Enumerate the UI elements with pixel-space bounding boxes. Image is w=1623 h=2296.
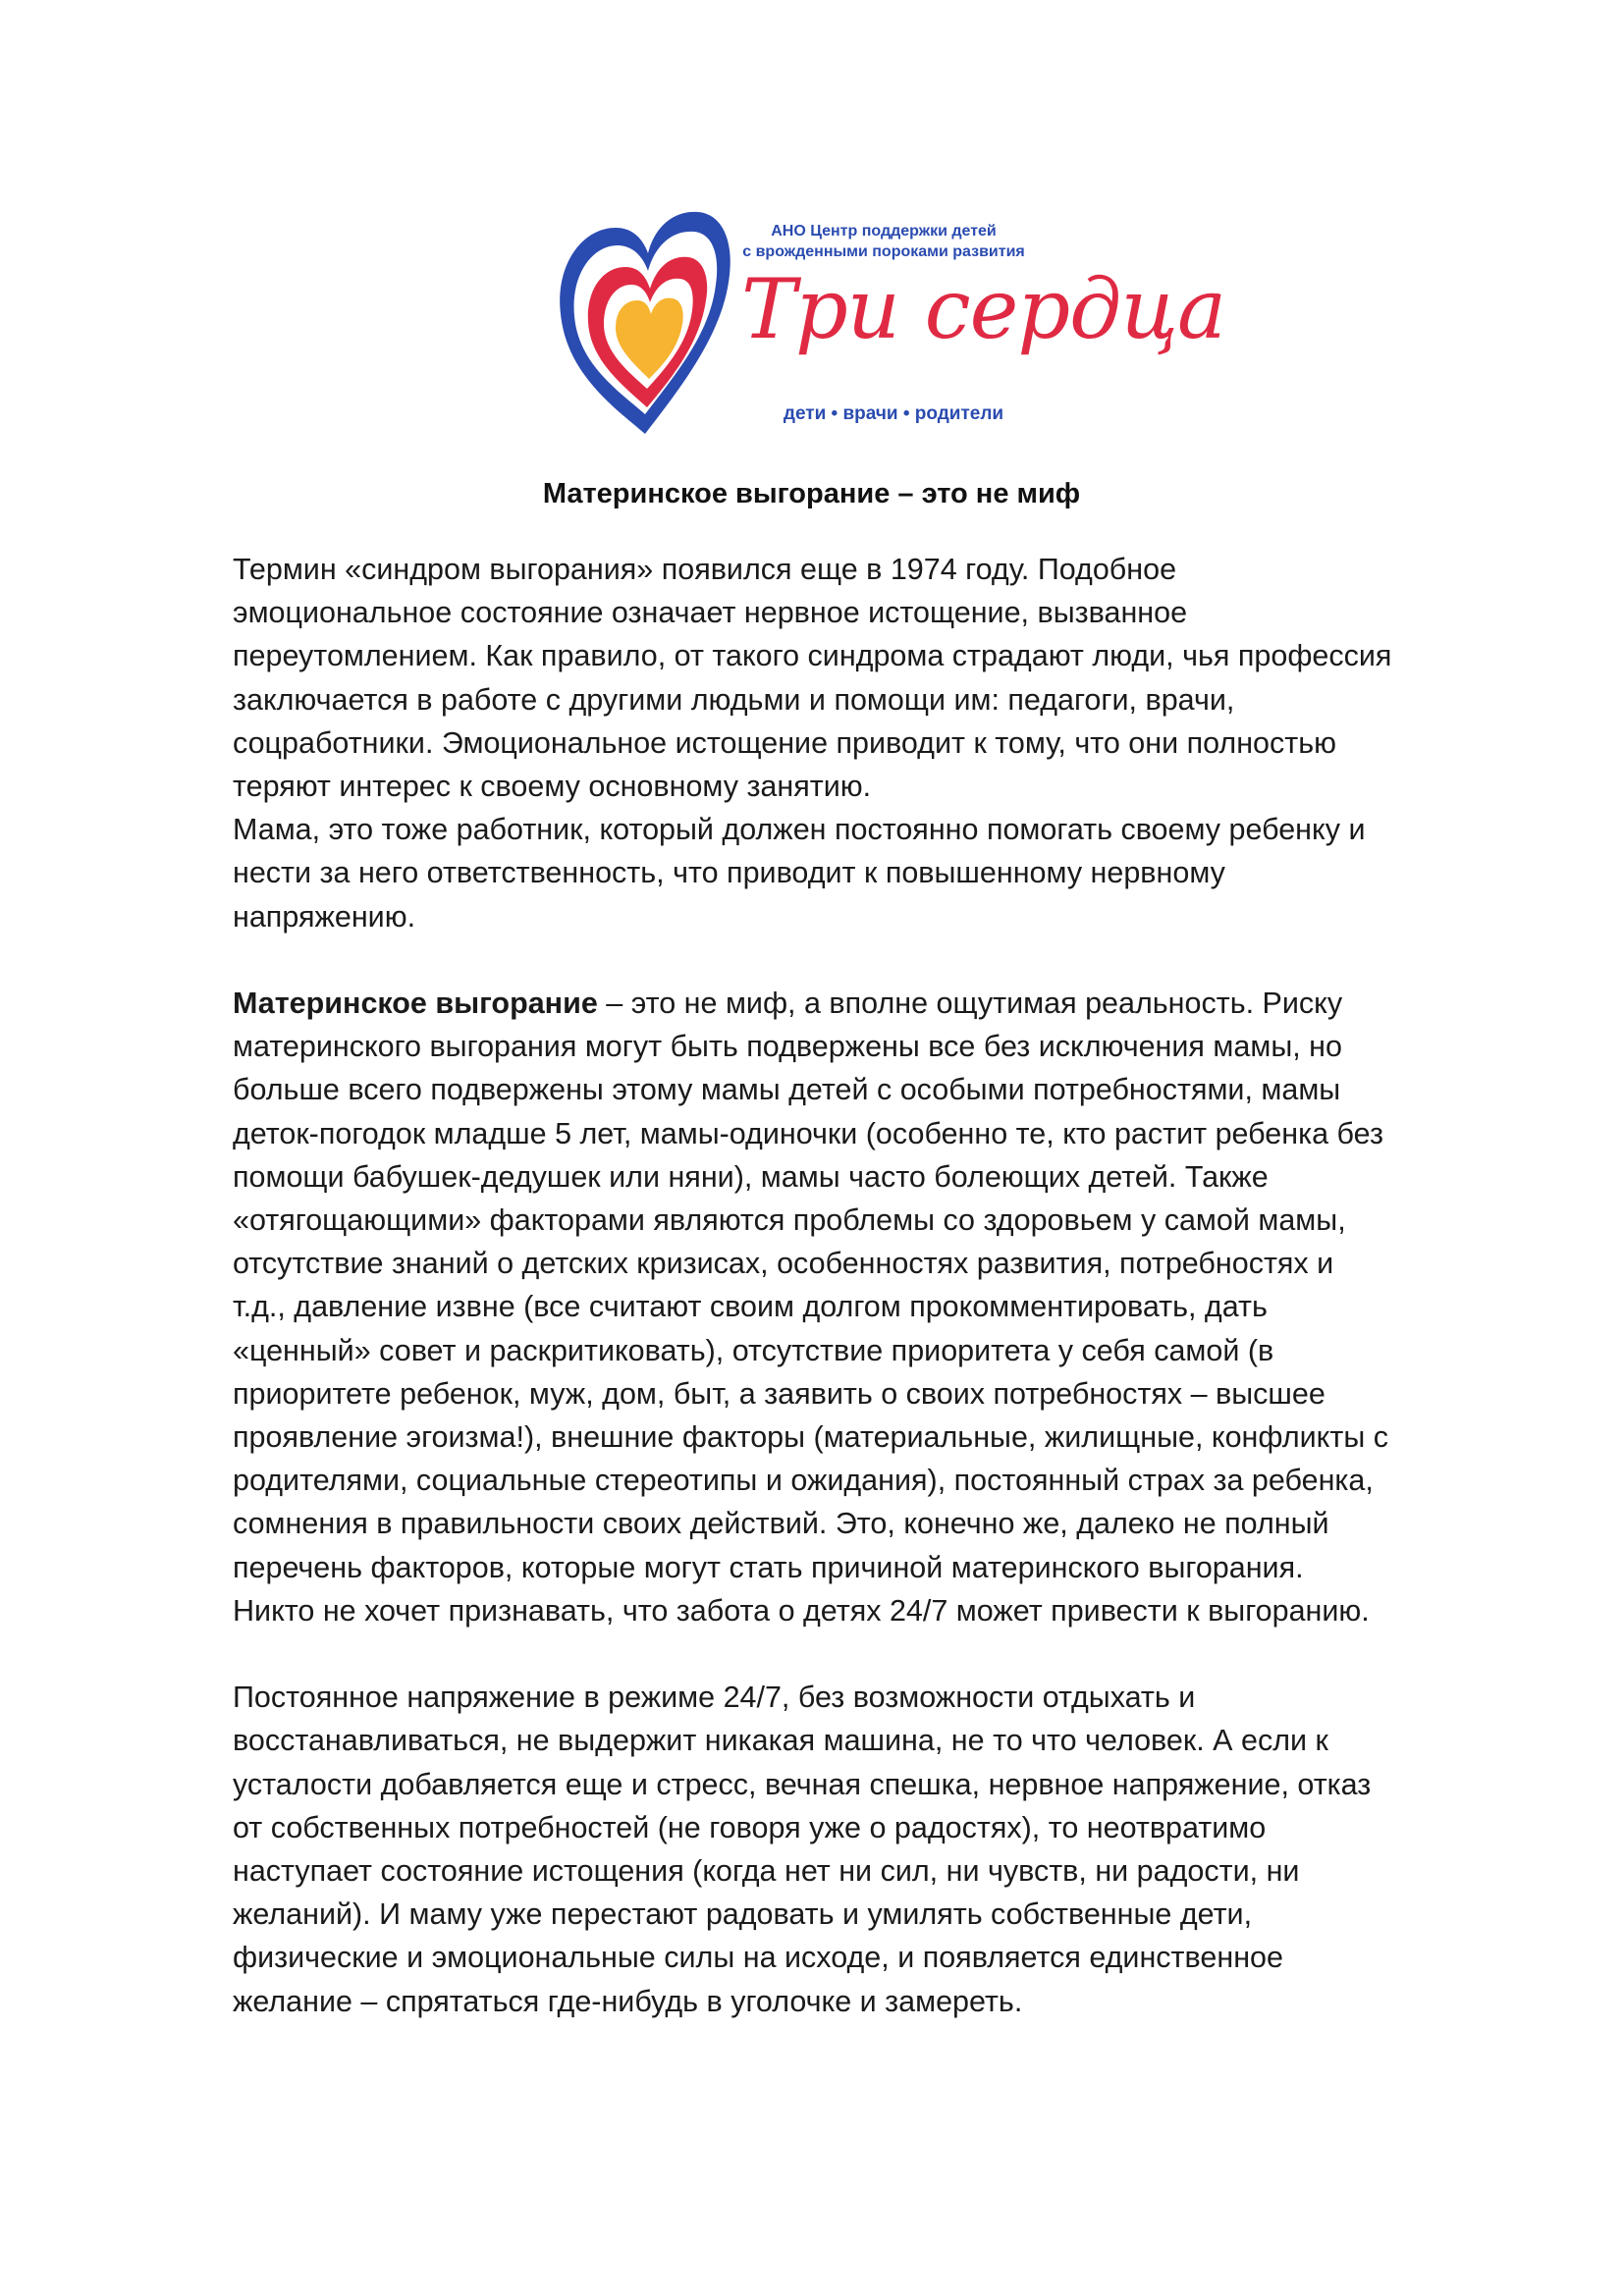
paragraph-3-line: проявление эгоизма!), внешние факторы (материальные, жилищные, конфликты с [233, 1420, 1388, 1455]
paragraph-3 [233, 982, 1548, 1632]
organization-logo [555, 206, 1226, 442]
three-hearts-logo-icon [555, 206, 736, 437]
organization-name-line-1: АНО Центр поддержки детей [771, 223, 997, 240]
paragraph-3-line: деток-погодок младше 5 лет, мамы-одиночки (особенно те, кто растит ребенка без [233, 1116, 1383, 1150]
paragraph-4-line: Постоянное напряжение в режиме 24/7, без возможности отдыхать и [233, 1681, 1196, 1715]
paragraph-1-line: переутомлением. Как правило, от такого синдрома страдают люди, чья профессия [233, 639, 1392, 673]
document-title: Материнское выгорание – это не миф [542, 478, 1081, 509]
document-body [233, 548, 1548, 2023]
paragraph-3-line: т.д., давление извне (все считают своим долгом прокомментировать, дать [233, 1290, 1268, 1324]
paragraph-1 [233, 548, 1548, 808]
paragraph-1-line: Термин «синдром выгорания» появился еще в 1974 году. Подобное [233, 553, 1177, 586]
paragraph-2-line: Мама, это тоже работник, который должен постоянно помогать своему ребенку и [233, 813, 1366, 847]
paragraph-3-bold-lead: Материнское выгорание [233, 987, 598, 1021]
paragraph-3-line: «ценный» совет и раскритиковать), отсутствие приоритета у себя самой (в [233, 1333, 1274, 1367]
logo-brand-name: Три сердца [741, 261, 1226, 357]
paragraph-4-line: желание – спрятаться где-нибудь в уголочке и замереть. [233, 1984, 1023, 2018]
paragraph-4-line: восстанавливаться, не выдержит никакая машина, не то что человек. А если к [233, 1724, 1328, 1758]
paragraph-1-line: соцработники. Эмоциональное истощение приводит к тому, что они полностью [233, 725, 1336, 760]
paragraph-1-line: теряют интерес к своему основному занятию. [233, 770, 872, 804]
paragraph-3-line: помощи бабушек-дедушек или няни), мамы часто болеющих детей. Также [233, 1159, 1269, 1194]
paragraph-4-line: наступает состояние истощения (когда нет ни сил, ни чувств, ни радости, ни [233, 1854, 1300, 1889]
paragraph-4-line: усталости добавляется еще и стресс, вечная спешка, нервное напряжение, отказ [233, 1767, 1372, 1801]
paragraph-3-line: родителями, социальные стереотипы и ожидания), постоянный страх за ребенка, [233, 1464, 1374, 1498]
organization-full-name [727, 221, 1041, 262]
logo-tagline: дети • врачи • родители [783, 403, 1004, 424]
paragraph-4-line: от собственных потребностей (не говоря уже о радостях), то неотвратимо [233, 1810, 1267, 1844]
paragraph-3-first-line [233, 982, 1548, 1025]
paragraph-spacer [233, 938, 1548, 982]
organization-name-line-2: с врожденными пороками развития [742, 243, 1025, 260]
paragraph-4 [233, 1676, 1548, 2023]
paragraph-3-line: «отягощающими» факторами являются проблемы со здоровьем у самой мамы, [233, 1203, 1346, 1238]
paragraph-3-line: отсутствие знаний о детских кризисах, особенностях развития, потребностях и [233, 1247, 1334, 1281]
paragraph-4-line: физические и эмоциональные силы на исходе, и появляется единственное [233, 1941, 1283, 1975]
paragraph-3-first-line-rest: – это не миф, а вполне ощутимая реальность. Риску [597, 987, 1343, 1021]
paragraph-2-line: напряжению. [233, 899, 416, 934]
paragraph-1-line: эмоциональное состояние означает нервное истощение, вызванное [233, 596, 1188, 630]
paragraph-3-line: Никто не хочет признавать, что забота о детях 24/7 может привести к выгоранию. [233, 1593, 1370, 1628]
paragraph-3-line: сомнения в правильности своих действий. Это, конечно же, далеко не полный [233, 1507, 1329, 1541]
paragraph-2 [233, 808, 1548, 938]
paragraph-3-line: больше всего подвержены этому мамы детей с особыми потребностями, мамы [233, 1073, 1341, 1107]
paragraph-3-line: материнского выгорания могут быть подвержены все без исключения мамы, но [233, 1030, 1342, 1064]
paragraph-2-line: нести за него ответственность, что приводит к повышенному нервному [233, 856, 1225, 890]
paragraph-1-line: заключается в работе с другими людьми и помощи им: педагоги, врачи, [233, 682, 1235, 717]
paragraph-4-line: желаний). И маму уже перестают радовать и умилять собственные дети, [233, 1897, 1253, 1932]
paragraph-3-line: приоритете ребенок, муж, дом, быт, а заявить о своих потребностях – высшее [233, 1376, 1325, 1411]
paragraph-spacer [233, 1632, 1548, 1676]
paragraph-3-line: перечень факторов, которые могут стать причиной материнского выгорания. [233, 1550, 1304, 1584]
